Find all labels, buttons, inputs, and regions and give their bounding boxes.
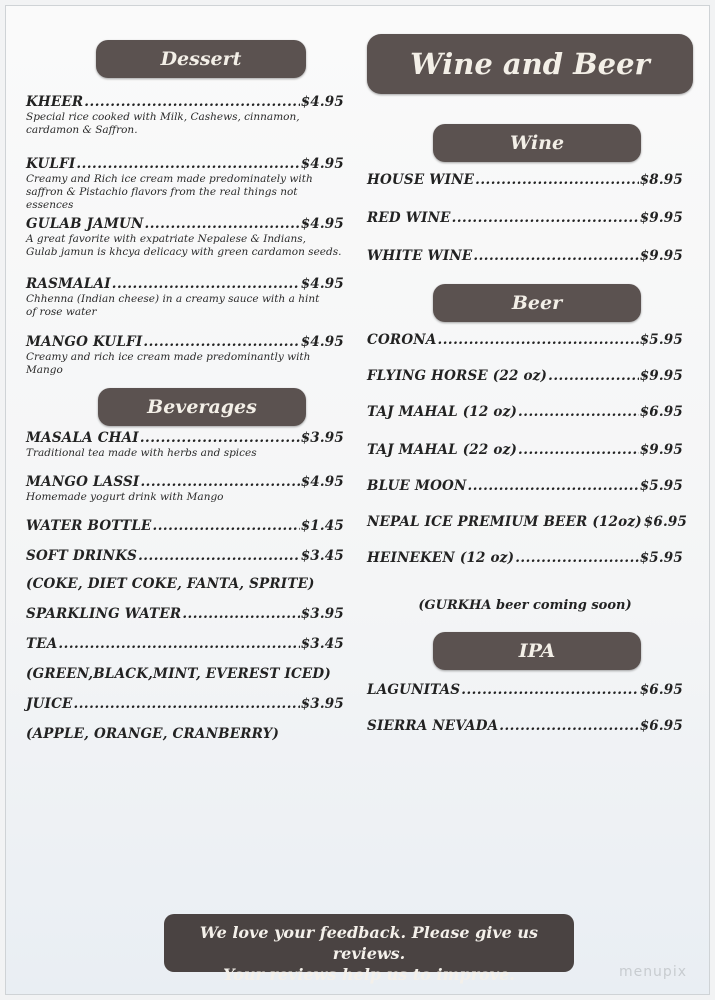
item-desc: saffron & Pistachio flavors from the real things not essences xyxy=(26,186,298,211)
item-desc: A great favorite with expatriate Nepalese & Indians, xyxy=(26,233,306,245)
item-desc: Homemade yogurt drink with Mango xyxy=(26,491,224,503)
beverage-item-water-bottle xyxy=(26,518,344,534)
item-price: $3.45 xyxy=(300,636,344,652)
item-name: JUICE xyxy=(26,696,73,712)
menu-page xyxy=(6,6,709,994)
item-name: NEPAL ICE PREMIUM BEER (12oz) xyxy=(367,514,642,530)
item-desc: of rose water xyxy=(26,306,97,318)
feedback-line-1: We love your feedback. Please give us reviews. xyxy=(199,923,539,963)
item-name: TAJ MAHAL (22 oz) xyxy=(367,442,518,458)
item-price: $9.95 xyxy=(639,210,683,226)
dessert-item-gulab-jamun xyxy=(26,216,344,259)
tea-options: (GREEN,BLACK,MINT, EVEREST ICED) xyxy=(26,666,331,682)
watermark: menupix xyxy=(618,964,687,980)
item-price: $4.95 xyxy=(300,94,344,110)
beer-item xyxy=(367,550,683,566)
beer-item xyxy=(367,368,683,384)
item-price: $3.95 xyxy=(300,606,344,622)
item-name: MANGO KULFI xyxy=(26,334,143,350)
item-desc: Traditional tea made with herbs and spices xyxy=(26,447,257,459)
item-desc: Chhenna (Indian cheese) in a creamy sauce with a hint xyxy=(26,293,320,305)
beverage-item-soft-drinks xyxy=(26,548,344,564)
item-price: $3.95 xyxy=(300,430,344,446)
item-price: $1.45 xyxy=(300,518,344,534)
beer-item xyxy=(367,514,688,530)
item-price: $4.95 xyxy=(300,334,344,350)
item-name: HEINEKEN (12 oz) xyxy=(367,550,515,566)
wine-and-beer-heading: Wine and Beer xyxy=(367,34,693,94)
soft-drinks-options: (COKE, DIET COKE, FANTA, SPRITE) xyxy=(26,576,315,592)
item-price: $9.95 xyxy=(639,368,683,384)
item-price: $3.95 xyxy=(300,696,344,712)
item-desc: Creamy and Rich ice cream made predominately with xyxy=(26,173,313,185)
dessert-item-rasmalai xyxy=(26,276,344,319)
item-price: $5.95 xyxy=(639,332,683,348)
dessert-item-kheer xyxy=(26,94,344,137)
item-price: $6.95 xyxy=(639,404,683,420)
item-price: $4.95 xyxy=(300,276,344,292)
beverage-item-sparkling-water xyxy=(26,606,344,622)
item-desc: Special rice cooked with Milk, Cashews, cinnamon, xyxy=(26,111,300,123)
item-desc: Mango xyxy=(26,364,63,376)
juice-options: (APPLE, ORANGE, CRANBERRY) xyxy=(26,726,280,742)
item-name: SPARKLING WATER xyxy=(26,606,182,622)
beverage-item-masala-chai xyxy=(26,430,344,460)
item-name: HOUSE WINE xyxy=(367,172,475,188)
item-price: $5.95 xyxy=(639,478,683,494)
dessert-item-mango-kulfi xyxy=(26,334,344,377)
beer-item xyxy=(367,442,683,458)
feedback-banner xyxy=(164,914,574,984)
feedback-line-2: Your reviews help us to improve. xyxy=(223,965,515,984)
item-name: MASALA CHAI xyxy=(26,430,139,446)
item-name: FLYING HORSE (22 oz) xyxy=(367,368,548,384)
ipa-item xyxy=(367,682,683,698)
item-price: $3.45 xyxy=(300,548,344,564)
wine-item-house xyxy=(367,172,683,188)
item-price: $6.95 xyxy=(643,514,688,530)
item-name: TAJ MAHAL (12 oz) xyxy=(367,404,518,420)
item-name: CORONA xyxy=(367,332,437,348)
item-price: $4.95 xyxy=(300,156,344,172)
item-desc: Gulab jamun is khcya delicacy with green cardamon seeds. xyxy=(26,246,342,258)
wine-item-red xyxy=(367,210,683,226)
wine-heading: Wine xyxy=(433,124,641,162)
item-desc: Creamy and rich ice cream made predominantly with xyxy=(26,351,311,363)
item-name: KULFI xyxy=(26,156,76,172)
beverages-heading: Beverages xyxy=(98,388,306,426)
item-price: $6.95 xyxy=(639,682,683,698)
beverage-item-tea xyxy=(26,636,344,652)
item-desc: cardamon & Saffron. xyxy=(26,124,138,136)
item-price: $5.95 xyxy=(639,550,683,566)
item-name: SIERRA NEVADA xyxy=(367,718,499,734)
item-name: WATER BOTTLE xyxy=(26,518,152,534)
item-name: LAGUNITAS xyxy=(367,682,461,698)
item-price: $9.95 xyxy=(639,248,683,264)
item-name: MANGO LASSI xyxy=(26,474,140,490)
item-name: TEA xyxy=(26,636,58,652)
item-price: $9.95 xyxy=(639,442,683,458)
beverage-item-mango-lassi xyxy=(26,474,344,504)
item-name: RASMALAI xyxy=(26,276,111,292)
item-name: BLUE MOON xyxy=(367,478,467,494)
gurkha-note: (GURKHA beer coming soon) xyxy=(418,598,632,613)
beer-item xyxy=(367,404,683,420)
wine-item-white xyxy=(367,248,683,264)
beer-item xyxy=(367,332,683,348)
item-name: GULAB JAMUN xyxy=(26,216,144,232)
beer-heading: Beer xyxy=(433,284,641,322)
item-name: RED WINE xyxy=(367,210,451,226)
dessert-heading: Dessert xyxy=(96,40,306,78)
dessert-item-kulfi xyxy=(26,156,344,212)
ipa-item xyxy=(367,718,683,734)
item-name: WHITE WINE xyxy=(367,248,473,264)
item-name: SOFT DRINKS xyxy=(26,548,138,564)
ipa-heading: IPA xyxy=(433,632,641,670)
item-price: $4.95 xyxy=(300,216,344,232)
item-name: KHEER xyxy=(26,94,84,110)
item-price: $6.95 xyxy=(639,718,683,734)
item-price: $4.95 xyxy=(300,474,344,490)
beer-item xyxy=(367,478,683,494)
item-price: $8.95 xyxy=(639,172,683,188)
beverage-item-juice xyxy=(26,696,344,712)
